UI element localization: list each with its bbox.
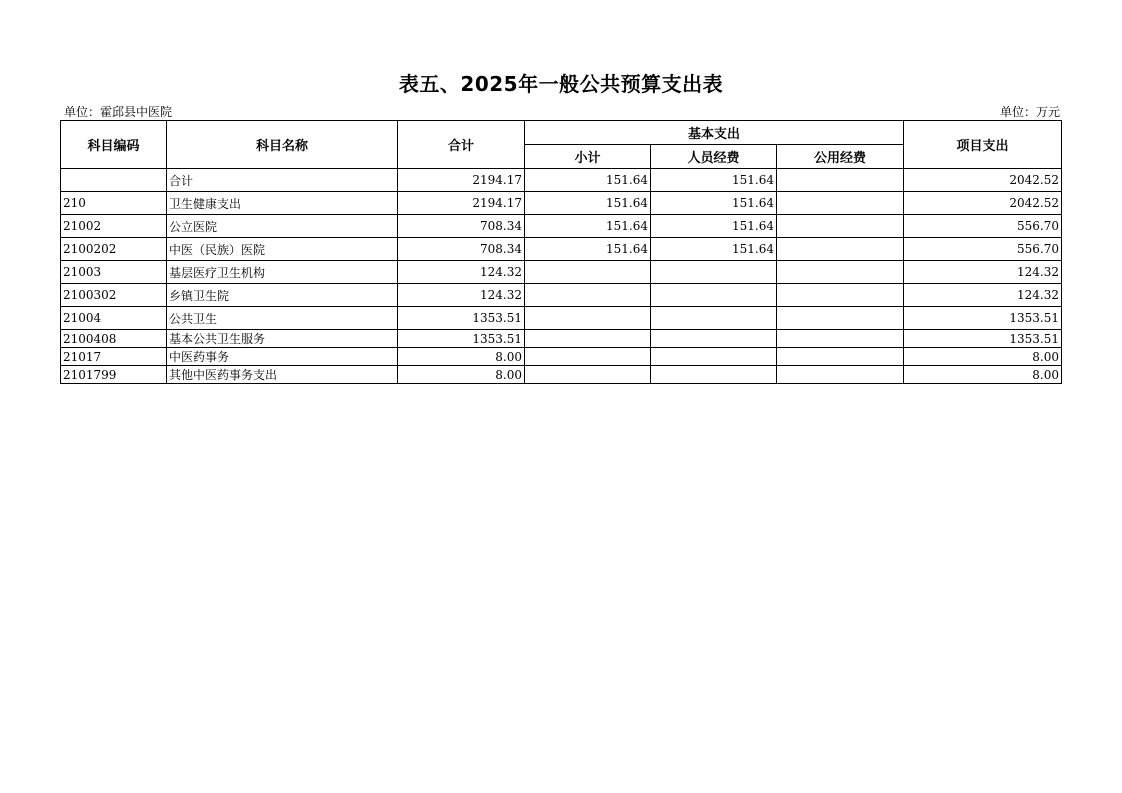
table-row [61, 238, 1062, 261]
cell-subtotal [525, 366, 651, 384]
budget-table [60, 120, 1062, 384]
cell-subtotal [525, 284, 651, 307]
cell-code: 21017 [61, 348, 167, 366]
cell-personnel [651, 330, 777, 348]
cell-total: 2194.17 [398, 192, 525, 215]
header-total: 合计 [398, 121, 525, 169]
table-row [61, 284, 1062, 307]
cell-subtotal: 151.64 [525, 192, 651, 215]
cell-code: 210 [61, 192, 167, 215]
cell-personnel [651, 366, 777, 384]
cell-personnel: 151.64 [651, 215, 777, 238]
cell-name: 公共卫生 [167, 307, 398, 330]
cell-code: 21004 [61, 307, 167, 330]
cell-public [777, 348, 904, 366]
cell-personnel: 151.64 [651, 169, 777, 192]
cell-total: 124.32 [398, 284, 525, 307]
cell-total: 2194.17 [398, 169, 525, 192]
cell-personnel [651, 307, 777, 330]
cell-name: 其他中医药事务支出 [167, 366, 398, 384]
table-row [61, 192, 1062, 215]
cell-total: 1353.51 [398, 330, 525, 348]
cell-personnel [651, 261, 777, 284]
cell-total: 8.00 [398, 348, 525, 366]
unit-label-currency: 单位：万元 [999, 105, 1060, 119]
cell-project: 1353.51 [904, 307, 1062, 330]
cell-public [777, 215, 904, 238]
cell-personnel [651, 284, 777, 307]
cell-public [777, 307, 904, 330]
cell-code: 2101799 [61, 366, 167, 384]
header-code: 科目编码 [61, 121, 167, 169]
cell-name: 中医（民族）医院 [167, 238, 398, 261]
cell-project: 556.70 [904, 238, 1062, 261]
cell-public [777, 366, 904, 384]
table-row [61, 330, 1062, 348]
cell-name: 基层医疗卫生机构 [167, 261, 398, 284]
header-basic-expenditure: 基本支出 [525, 121, 904, 145]
cell-subtotal [525, 261, 651, 284]
cell-public [777, 261, 904, 284]
table-row [61, 261, 1062, 284]
cell-project: 556.70 [904, 215, 1062, 238]
cell-name: 合计 [167, 169, 398, 192]
cell-project: 8.00 [904, 366, 1062, 384]
cell-subtotal: 151.64 [525, 169, 651, 192]
cell-code: 2100302 [61, 284, 167, 307]
cell-public [777, 238, 904, 261]
table-row [61, 307, 1062, 330]
cell-total: 124.32 [398, 261, 525, 284]
cell-public [777, 192, 904, 215]
cell-personnel [651, 348, 777, 366]
header-project-expenditure: 项目支出 [904, 121, 1062, 169]
cell-total: 708.34 [398, 215, 525, 238]
cell-name: 中医药事务 [167, 348, 398, 366]
table-row [61, 348, 1062, 366]
table-row [61, 366, 1062, 384]
cell-code: 21002 [61, 215, 167, 238]
cell-name: 乡镇卫生院 [167, 284, 398, 307]
cell-code: 2100202 [61, 238, 167, 261]
cell-project: 2042.52 [904, 169, 1062, 192]
cell-personnel: 151.64 [651, 238, 777, 261]
cell-public [777, 169, 904, 192]
cell-subtotal [525, 307, 651, 330]
cell-code: 2100408 [61, 330, 167, 348]
cell-project: 124.32 [904, 284, 1062, 307]
header-public: 公用经费 [777, 145, 904, 169]
cell-public [777, 284, 904, 307]
cell-total: 1353.51 [398, 307, 525, 330]
cell-subtotal: 151.64 [525, 238, 651, 261]
table-row [61, 169, 1062, 192]
header-personnel: 人员经费 [651, 145, 777, 169]
page-title: 表五、2025年一般公共预算支出表 [398, 72, 724, 96]
cell-total: 8.00 [398, 366, 525, 384]
cell-total: 708.34 [398, 238, 525, 261]
table-row [61, 215, 1062, 238]
header-subtotal: 小计 [525, 145, 651, 169]
cell-subtotal [525, 330, 651, 348]
cell-subtotal [525, 348, 651, 366]
cell-public [777, 330, 904, 348]
header-name: 科目名称 [167, 121, 398, 169]
cell-subtotal: 151.64 [525, 215, 651, 238]
cell-name: 公立医院 [167, 215, 398, 238]
cell-project: 2042.52 [904, 192, 1062, 215]
unit-label-organization: 单位：霍邱县中医院 [64, 105, 173, 119]
cell-code: 21003 [61, 261, 167, 284]
cell-name: 卫生健康支出 [167, 192, 398, 215]
cell-code [61, 169, 167, 192]
cell-personnel: 151.64 [651, 192, 777, 215]
cell-project: 8.00 [904, 348, 1062, 366]
cell-name: 基本公共卫生服务 [167, 330, 398, 348]
cell-project: 1353.51 [904, 330, 1062, 348]
cell-project: 124.32 [904, 261, 1062, 284]
